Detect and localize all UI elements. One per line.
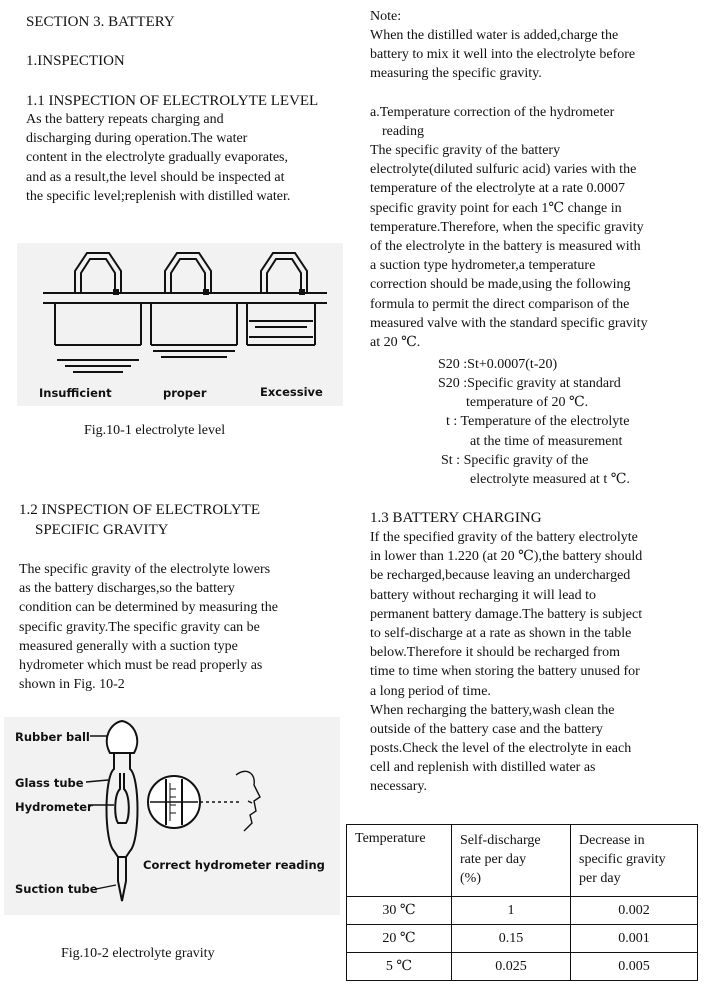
table-cell-rate: 1 (452, 897, 571, 925)
header-self-discharge (452, 825, 571, 897)
label-suction-tube: Suction tube (15, 882, 98, 896)
formula: S20 :St+0.0007(t-20) (438, 357, 558, 372)
def-st: St : Specific gravity of the (441, 453, 589, 468)
note-line: measuring the specific gravity. (370, 66, 542, 82)
s11-line: As the battery repeats charging and (26, 112, 224, 127)
fig1-label-proper: proper (163, 386, 207, 400)
s13-body (370, 528, 642, 797)
s13-line: When recharging the battery,wash clean the (370, 702, 615, 718)
table-header-row (347, 825, 698, 897)
table-row (347, 925, 698, 953)
note-line: battery to mix it well into the electrolyte before (370, 47, 636, 63)
s11-body (26, 110, 290, 206)
s13-line: a long period of time. (370, 683, 491, 699)
table-cell-decrease: 0.001 (571, 925, 698, 953)
s13-line: necessary. (370, 779, 428, 795)
header-text: (%) (460, 871, 481, 886)
a-line: temperature of the electrolyte at a rate 0.0007 (370, 181, 625, 197)
def-t: t : Temperature of the electrolyte (446, 414, 630, 429)
def-t-cont: at the time of measurement (470, 434, 623, 449)
s11-line: the specific level;replenish with distilled water. (26, 188, 291, 204)
table-row (347, 897, 698, 925)
s13-line: cell and replenish with distilled water as (370, 760, 596, 776)
header-gravity-decrease (571, 825, 698, 897)
s13-line: in lower than 1.220 (at 20 ℃),the battery should (370, 549, 643, 565)
header-text: Self-discharge (460, 833, 541, 848)
a-line: specific gravity point for each 1℃ change in (370, 200, 622, 216)
label-correct-reading: Correct hydrometer reading (143, 858, 325, 872)
figure-electrolyte-level (17, 243, 343, 406)
s13-title: 1.3 BATTERY CHARGING (370, 510, 542, 526)
header-text: rate per day (460, 852, 527, 867)
s11-line: discharging during operation.The water (26, 131, 248, 147)
s13-line: time to time when storing the battery unused for (370, 664, 640, 680)
header-text: specific gravity (579, 852, 666, 867)
s12-line: shown in Fig. 10-2 (19, 677, 125, 693)
table-cell-temperature: 30 ℃ (347, 897, 452, 925)
note-line: When the distilled water is added,charge the (370, 28, 619, 43)
a-title-cont: reading (382, 124, 424, 139)
s11-line: and as a result,the level should be inspected at (26, 169, 285, 185)
fig1-caption: Fig.10-1 electrolyte level (84, 423, 226, 438)
s12-line: specific gravity.The specific gravity can be (19, 619, 260, 635)
a-line: of the electrolyte in the battery is measured with (370, 238, 641, 254)
def-s20: S20 :Specific gravity at standard (438, 376, 621, 391)
header-temperature (347, 825, 452, 897)
a-body (370, 141, 648, 352)
fig1-label-excessive: Excessive (260, 385, 323, 399)
section-title: SECTION 3. BATTERY (26, 14, 175, 30)
def-s20-cont: temperature of 20 ℃. (466, 395, 589, 410)
inspection-title: 1.INSPECTION (26, 53, 125, 69)
fig2-caption: Fig.10-2 electrolyte gravity (61, 946, 215, 961)
s13-line: be recharged,because leaving an undercharged (370, 568, 631, 584)
a-line: temperature.Therefore, when the specific gravity (370, 219, 644, 235)
s13-line: permanent battery damage.The battery is subject (370, 606, 643, 622)
table-cell-decrease: 0.005 (571, 953, 698, 981)
s11-title: 1.1 INSPECTION OF ELECTROLYTE LEVEL (26, 93, 319, 109)
table-cell-decrease: 0.002 (571, 897, 698, 925)
a-line: at 20 ℃. (370, 334, 421, 350)
s12-title: 1.2 INSPECTION OF ELECTROLYTE (19, 502, 260, 518)
a-line: measured valve with the standard specific gravity (370, 315, 648, 331)
header-text: Decrease in (579, 833, 645, 848)
table-cell-rate: 0.025 (452, 953, 571, 981)
s12-line: as the battery discharges,so the battery (19, 581, 235, 597)
def-st-cont: electrolyte measured at t ℃. (470, 472, 630, 487)
s13-line: If the specified gravity of the battery electrolyte (370, 530, 638, 545)
s13-line: posts.Check the level of the electrolyte in each (370, 741, 632, 757)
s13-line: below.Therefore it should be recharged from (370, 645, 620, 661)
a-line: correction should be made,using the following (370, 277, 631, 293)
fig1-label-insufficient: Insufficient (39, 386, 112, 400)
s13-line: to self-discharge at a rate as shown in the table (370, 625, 632, 641)
a-line: electrolyte(diluted sulfuric acid) varies with the (370, 162, 637, 178)
table-row (347, 953, 698, 981)
self-discharge-table (346, 824, 698, 981)
a-line: formula to permit the direct comparison of the (370, 296, 630, 312)
a-title: a.Temperature correction of the hydrometer (370, 105, 615, 120)
a-line: The specific gravity of the battery (370, 143, 561, 158)
s12-title-cont: SPECIFIC GRAVITY (35, 522, 169, 538)
header-text: Temperature (355, 831, 426, 846)
table-cell-temperature: 20 ℃ (347, 925, 452, 953)
note-title: Note: (370, 9, 402, 24)
s11-line: content in the electrolyte gradually evaporates, (26, 150, 289, 166)
s12-line: The specific gravity of the electrolyte lowers (19, 562, 271, 577)
s12-line: condition can be determined by measuring the (19, 600, 278, 616)
s13-line: battery without recharging it will lead to (370, 587, 597, 603)
s12-line: measured generally with a suction type (19, 638, 238, 654)
table-cell-rate: 0.15 (452, 925, 571, 953)
a-line: a suction type hydrometer,a temperature (370, 258, 596, 274)
label-glass-tube: Glass tube (15, 776, 84, 790)
note-body (370, 26, 635, 84)
header-text: per day (579, 871, 621, 886)
s12-line: hydrometer which must be read properly as (19, 657, 263, 673)
label-hydrometer: Hydrometer (15, 800, 93, 814)
label-rubber-ball: Rubber ball (15, 730, 90, 744)
s13-line: outside of the battery case and the battery (370, 721, 603, 737)
battery-cells-illustration (17, 243, 343, 406)
s12-body (19, 560, 278, 694)
table-cell-temperature: 5 ℃ (347, 953, 452, 981)
